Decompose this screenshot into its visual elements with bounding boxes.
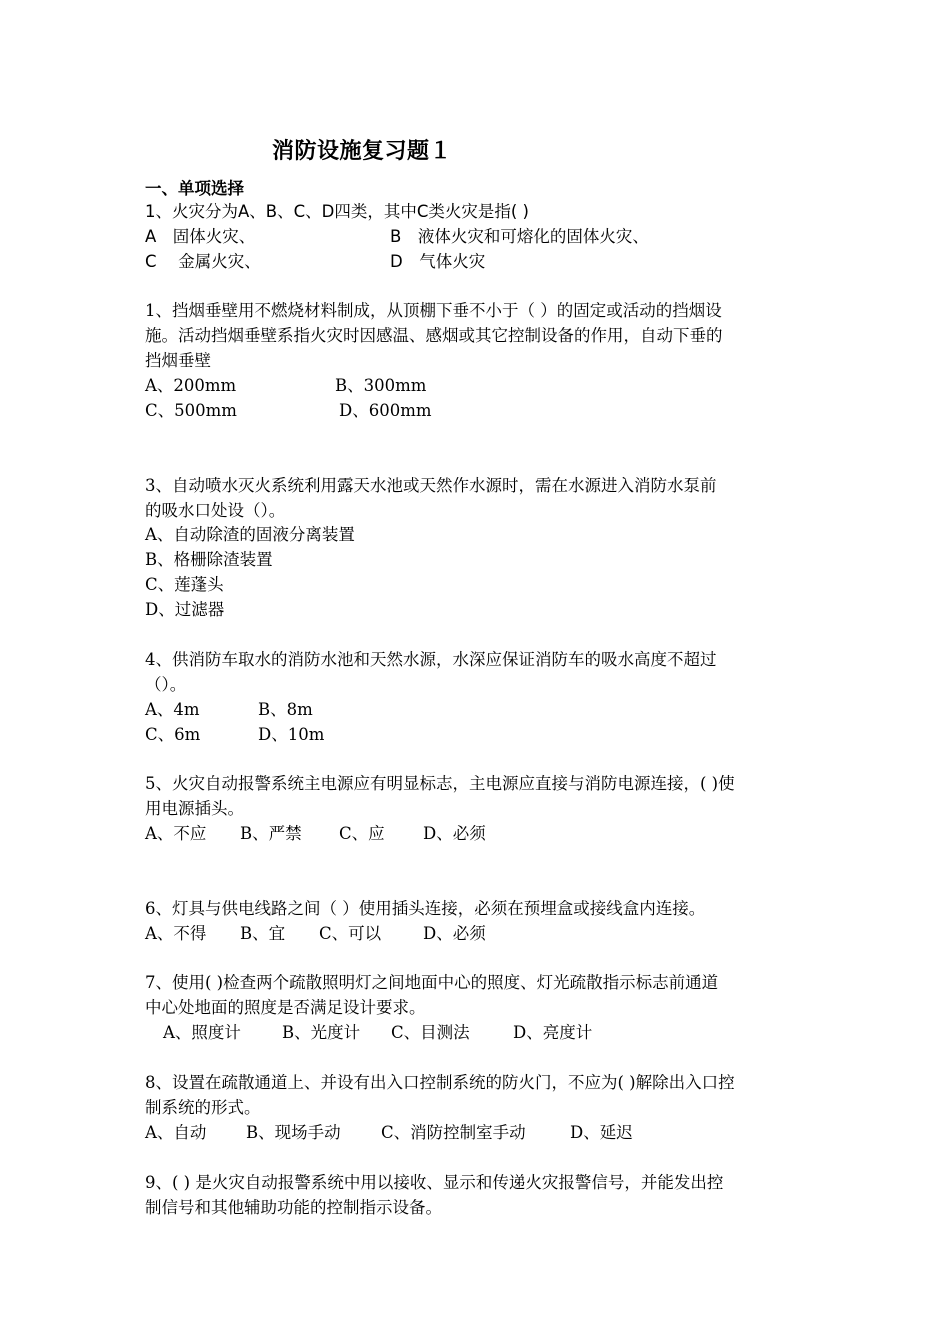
- question-8-option-d: D、延迟: [570, 1123, 633, 1142]
- question-5-options-row: [145, 821, 810, 846]
- section-heading: 一、单项选择: [145, 179, 244, 198]
- document-title: 消防设施复习题１: [272, 139, 453, 164]
- question-8-option-c: C、消防控制室手动: [381, 1123, 526, 1142]
- question-4-option-d: D、10m: [258, 725, 325, 744]
- question-2-options-row-2: [145, 398, 810, 423]
- question-8-option-a: A、自动: [145, 1123, 207, 1142]
- question-3-stem-line-2: 的吸水口处设（）。: [145, 501, 286, 520]
- question-6-option-b: B、宜: [240, 924, 286, 943]
- question-8-stem-line-2: 制系统的形式。: [145, 1098, 261, 1117]
- question-3-option-a: A、自动除渣的固液分离装置: [145, 525, 355, 544]
- question-6-option-a: A、不得: [145, 924, 207, 943]
- question-1-option-c: C 金属火灾、: [145, 252, 261, 271]
- question-7-stem-line-2: 中心处地面的照度是否满足设计要求。: [145, 998, 426, 1017]
- question-4-options-row-2: [145, 722, 810, 747]
- question-4-option-a: A、4m: [145, 700, 200, 719]
- question-7-option-d: D、亮度计: [513, 1023, 593, 1042]
- question-6-stem: 6、灯具与供电线路之间（ ）使用插头连接，必须在预埋盒或接线盒内连接。: [145, 899, 706, 918]
- question-5-option-b: B、严禁: [240, 824, 302, 843]
- question-3-option-d: D、过滤器: [145, 600, 225, 619]
- question-4-stem-line-2: （）。: [145, 675, 187, 694]
- question-1-options-row-2: [145, 249, 810, 274]
- question-8-stem-line-1: 8、设置在疏散通道上、并设有出入口控制系统的防火门，不应为( )解除出入口控: [145, 1073, 735, 1092]
- question-5-stem-line-1: 5、火灾自动报警系统主电源应有明显标志，主电源应直接与消防电源连接，( )使: [145, 774, 735, 793]
- question-4-option-b: B、8m: [258, 700, 313, 719]
- question-7-option-c: C、目测法: [391, 1023, 470, 1042]
- question-5-option-d: D、必须: [423, 824, 486, 843]
- question-2-option-b: B、300mm: [335, 376, 427, 395]
- question-4-option-c: C、6m: [145, 725, 201, 744]
- question-7-option-b: B、光度计: [282, 1023, 361, 1042]
- question-2-option-a: A、200mm: [145, 376, 237, 395]
- question-2-stem-line-2: 施。活动挡烟垂壁系指火灾时因感温、感烟或其它控制设备的作用，自动下垂的: [145, 326, 723, 345]
- question-2-option-c: C、500mm: [145, 401, 237, 420]
- question-2-stem-line-1: 1、挡烟垂壁用不燃烧材料制成，从顶棚下垂不小于（ ）的固定或活动的挡烟设: [145, 301, 722, 320]
- question-9-stem-line-1: 9、( ) 是火灾自动报警系统中用以接收、显示和传递火灾报警信号，并能发出控: [145, 1173, 724, 1192]
- question-1-option-d: D 气体火灾: [390, 252, 486, 271]
- question-2-option-d: D、600mm: [339, 401, 432, 420]
- question-6-option-d: D、必须: [423, 924, 486, 943]
- question-3-option-b: B、格栅除渣装置: [145, 550, 273, 569]
- question-9-stem-line-2: 制信号和其他辅助功能的控制指示设备。: [145, 1198, 442, 1217]
- question-1-stem: 1、火灾分为A、B、C、D四类，其中C类火灾是指( ): [145, 202, 529, 221]
- question-1-options-row-1: [145, 224, 810, 249]
- question-1-option-b: B 液体火灾和可熔化的固体火灾、: [390, 227, 649, 246]
- question-5-option-c: C、应: [339, 824, 385, 843]
- question-8-option-b: B、现场手动: [246, 1123, 341, 1142]
- question-2-options-row-1: [145, 373, 810, 398]
- question-2-stem-line-3: 挡烟垂壁: [145, 351, 211, 370]
- question-8-options-row: [145, 1120, 810, 1145]
- question-7-option-a: A、照度计: [163, 1023, 241, 1042]
- question-6-options-row: [145, 921, 810, 946]
- question-4-options-row-1: [145, 697, 810, 722]
- question-7-stem-line-1: 7、使用( )检查两个疏散照明灯之间地面中心的照度、灯光疏散指示标志前通道: [145, 973, 719, 992]
- question-5-option-a: A、不应: [145, 824, 207, 843]
- question-6-option-c: C、可以: [319, 924, 382, 943]
- question-4-stem-line-1: 4、供消防车取水的消防水池和天然水源，水深应保证消防车的吸水高度不超过: [145, 650, 717, 669]
- question-7-options-row: [145, 1020, 810, 1045]
- question-1-option-a: A 固体火灾、: [145, 227, 256, 246]
- question-3-stem-line-1: 3、自动喷水灭火系统利用露天水池或天然作水源时，需在水源进入消防水泵前: [145, 476, 717, 495]
- question-3-option-c: C、莲蓬头: [145, 575, 224, 594]
- question-5-stem-line-2: 用电源插头。: [145, 799, 244, 818]
